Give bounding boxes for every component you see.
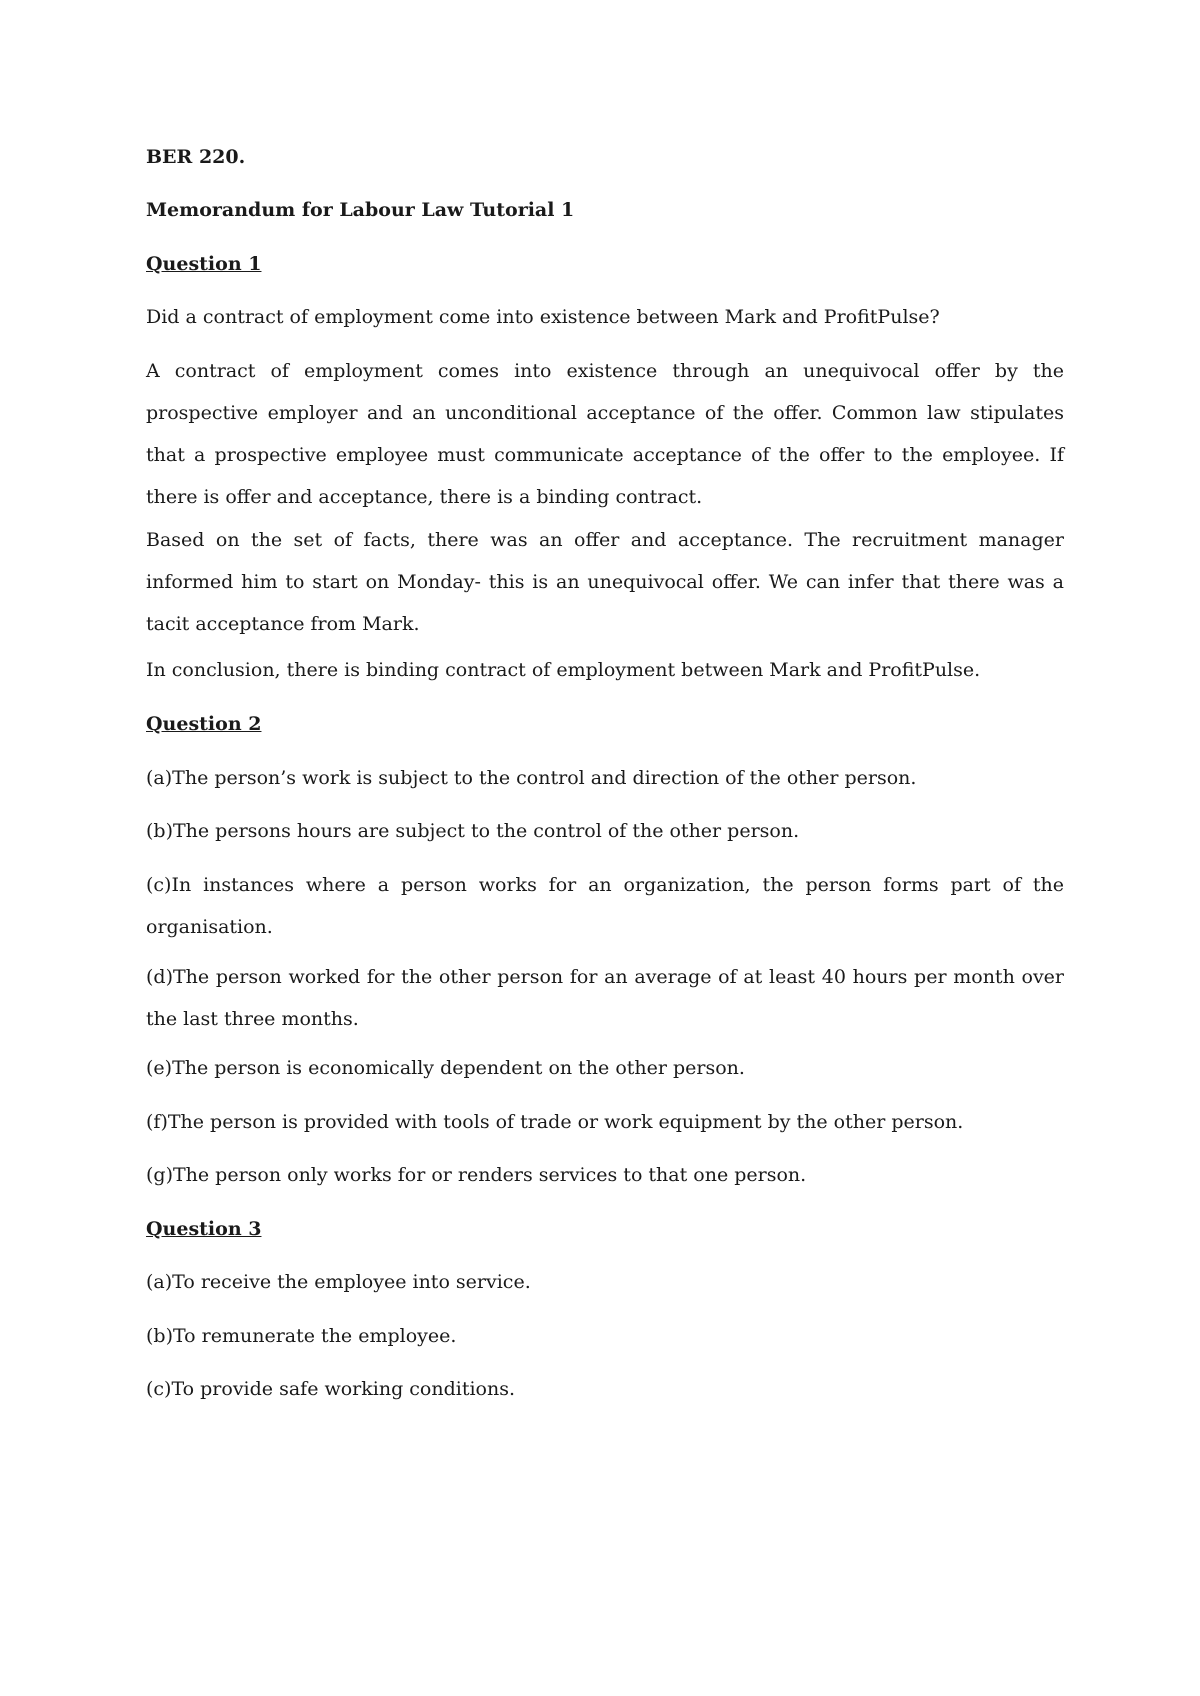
question-2-item-d: (d)The person worked for the other person for an average of at least 40 hours per month over the last three months.: [146, 966, 1064, 1030]
question-3-item-b: (b)To remunerate the employee.: [146, 1325, 457, 1347]
question-2-item-g: (g)The person only works for or renders services to that one person.: [146, 1164, 807, 1186]
question-2-item-e: (e)The person is economically dependent on the other person.: [146, 1057, 745, 1079]
document-title: Memorandum for Labour Law Tutorial 1: [146, 199, 575, 221]
question-3-heading: Question 3: [146, 1218, 262, 1240]
question-2-item-b: (b)The persons hours are subject to the control of the other person.: [146, 820, 800, 842]
question-1-text: Did a contract of employment come into existence between Mark and ProfitPulse?: [146, 306, 940, 328]
question-2-item-c: (c)In instances where a person works for an organization, the person forms part of the organisation.: [146, 874, 1064, 938]
question-2-item-f: (f)The person is provided with tools of trade or work equipment by the other person.: [146, 1111, 964, 1133]
question-1-paragraph-1: A contract of employment comes into existence through an unequivocal offer by the prospective employer and an unconditional acceptance of the offer. Common law stipulates that a prospective employee must communicate acceptance of the offer to the employee. If there is offer and acceptance, there is a binding contract.: [146, 360, 1064, 508]
question-2-item-a: (a)The person’s work is subject to the control and direction of the other person.: [146, 767, 917, 789]
question-3-item-c: (c)To provide safe working conditions.: [146, 1378, 516, 1400]
question-3-item-a: (a)To receive the employee into service.: [146, 1271, 531, 1293]
course-code: BER 220.: [146, 146, 246, 168]
question-1-paragraph-2: Based on the set of facts, there was an offer and acceptance. The recruitment manager informed him to start on Monday- this is an unequivocal offer. We can infer that there was a tacit acceptance from Mark.: [146, 529, 1064, 635]
question-1-heading: Question 1: [146, 253, 262, 275]
question-2-heading: Question 2: [146, 713, 262, 735]
question-1-conclusion: In conclusion, there is binding contract of employment between Mark and ProfitPulse.: [146, 659, 981, 681]
document-page: [146, 0, 1064, 1696]
